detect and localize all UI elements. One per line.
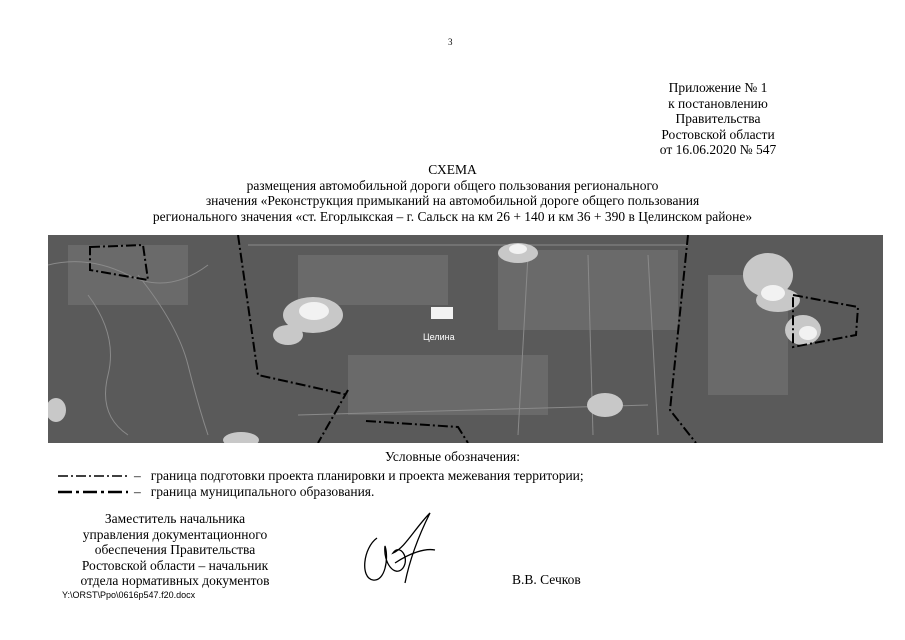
satellite-map [48,235,883,443]
dash-dot-line-bold-icon [58,489,128,495]
dash-dot-line-icon [58,473,128,479]
legend-text: граница муниципального образования. [150,484,375,499]
signer-line: обеспечения Правительства [94,542,256,557]
appendix-line: Правительства [675,111,761,126]
legend-title: Условные обозначения: [384,449,521,464]
appendix-line: к постановлению [668,95,768,111]
scheme-line: значения «Реконструкция примыканий на автомобильной дороге общего пользования [205,193,700,208]
appendix-line: Приложение № 1 [668,80,768,95]
signer-name: В.В. Сечков [512,572,581,587]
legend-dash: – [134,468,141,483]
scheme-line: размещения автомобильной дороги общего пользования регионального [246,177,659,193]
map-place-label: Целина [423,332,455,342]
file-path: Y:\ORST\Ppo\0616p547.f20.docx [62,590,196,600]
legend-item-municipal [58,484,374,500]
signer-line: управления документационного [82,526,268,542]
handwritten-signature [355,508,440,588]
appendix-line: от 16.06.2020 № 547 [659,142,777,157]
scheme-heading: СХЕМА [428,162,477,177]
signer-line: Ростовской области – начальник [81,557,269,573]
signer-line: отдела нормативных документов [80,573,270,588]
page-number: 3 [448,37,453,47]
appendix-header [628,80,808,158]
scheme-title [0,162,905,224]
signer-position [60,511,290,589]
legend-dash: – [134,484,141,499]
scheme-line: регионального значения «ст. Егорлыкская – г. Сальск на км 26 + 140 и км 36 + 390 в Целинском районе» [152,208,753,224]
appendix-line: Ростовской области [661,126,775,142]
legend-item-planning [58,468,584,484]
legend-text: граница подготовки проекта планировки и проекта межевания территории; [150,468,584,483]
signer-line: Заместитель начальника [104,511,246,526]
